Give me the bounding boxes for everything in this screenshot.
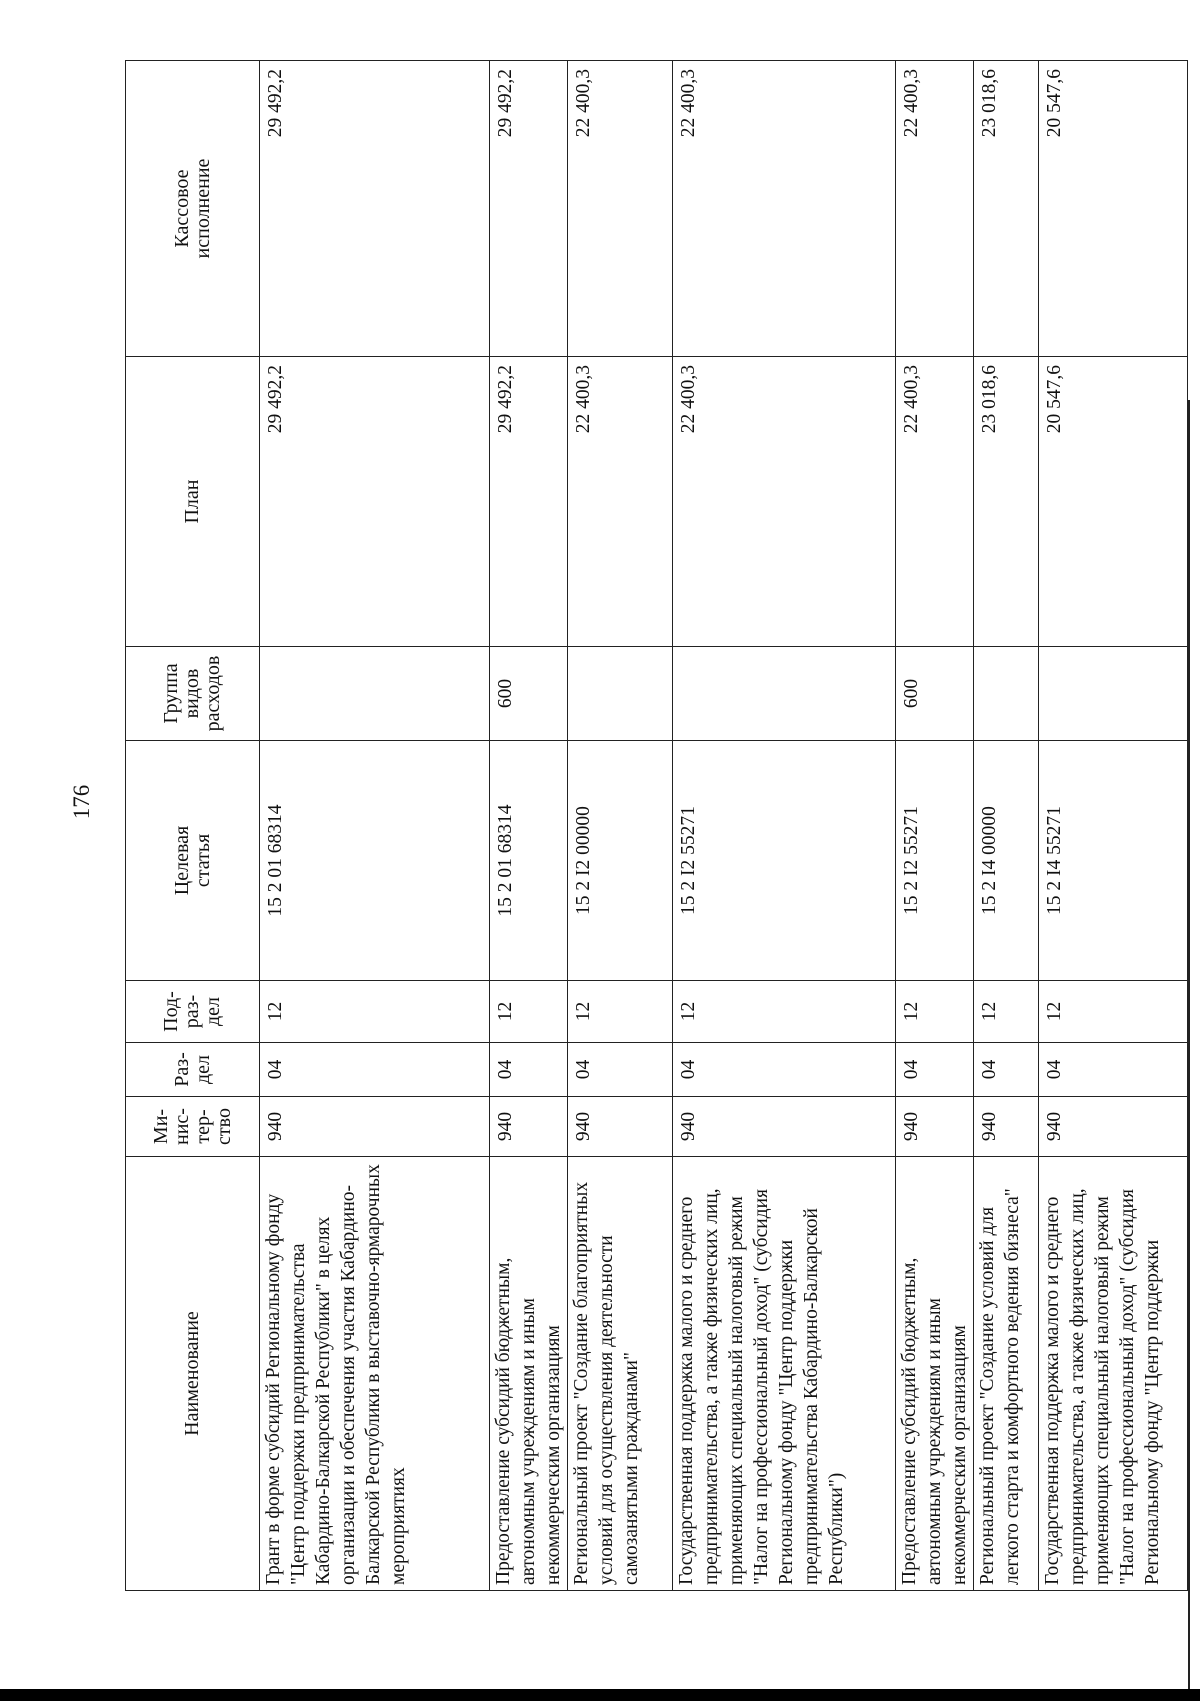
header-ministry: Ми- нис- тер- ство xyxy=(126,1097,260,1157)
row-ministry: 940 xyxy=(896,1097,974,1157)
row-plan: 22 400,3 xyxy=(568,357,673,647)
row-name: Региональный проект "Создание благоприятных условий для осуществления деятельности самозанятыми гражданами" xyxy=(568,1157,673,1591)
row-group xyxy=(260,647,490,741)
header-exec: Кассовое исполнение xyxy=(126,61,260,357)
row-subsection: 12 xyxy=(896,981,974,1043)
row-subsection: 12 xyxy=(673,981,896,1043)
row-section: 04 xyxy=(490,1043,568,1097)
row-name: Региональный проект "Создание условий для легкого старта и комфортного ведения бизнеса" xyxy=(974,1157,1039,1591)
row-subsection: 12 xyxy=(568,981,673,1043)
row-group: 600 xyxy=(490,647,568,741)
row-section: 04 xyxy=(1039,1043,1188,1097)
scan-bottom-edge xyxy=(0,1689,1200,1701)
scan-edge-line xyxy=(1188,400,1190,1701)
row-section: 04 xyxy=(260,1043,490,1097)
row-name: Государственная поддержка малого и среднего предпринимательства, а также физических лиц, применяющих специальный налоговый режим "Налог на профессиональный доход" (субсидия Региональному фонду "Центр поддержки xyxy=(1039,1157,1188,1591)
row-section: 04 xyxy=(568,1043,673,1097)
row-target: 15 2 I4 00000 xyxy=(974,741,1039,981)
row-exec: 22 400,3 xyxy=(673,61,896,357)
row-name: Предоставление субсидий бюджетным, автономным учреждениям и иным некоммерческим организациям xyxy=(490,1157,568,1591)
row-subsection: 12 xyxy=(260,981,490,1043)
table-row xyxy=(974,61,1039,1591)
table-row xyxy=(1039,61,1188,1591)
row-exec: 22 400,3 xyxy=(568,61,673,357)
row-section: 04 xyxy=(896,1043,974,1097)
row-section: 04 xyxy=(974,1043,1039,1097)
row-target: 15 2 01 68314 xyxy=(260,741,490,981)
row-exec: 29 492,2 xyxy=(490,61,568,357)
row-group xyxy=(568,647,673,741)
row-target: 15 2 I4 55271 xyxy=(1039,741,1188,981)
table-row xyxy=(896,61,974,1591)
row-ministry: 940 xyxy=(490,1097,568,1157)
row-plan: 22 400,3 xyxy=(673,357,896,647)
row-subsection: 12 xyxy=(974,981,1039,1043)
row-target: 15 2 I2 55271 xyxy=(896,741,974,981)
row-exec: 29 492,2 xyxy=(260,61,490,357)
row-name: Государственная поддержка малого и среднего предпринимательства, а также физических лиц, применяющих специальный налоговый режим "Налог на профессиональный доход" (субсидия Региональному фонду "Центр поддержки предпринимательства Кабардино-Балкарской Республики") xyxy=(673,1157,896,1591)
header-group: Группа видов расходов xyxy=(126,647,260,741)
header-subsection: Под- раз- дел xyxy=(126,981,260,1043)
row-ministry: 940 xyxy=(568,1097,673,1157)
row-subsection: 12 xyxy=(1039,981,1188,1043)
header-plan: План xyxy=(126,357,260,647)
budget-table-container xyxy=(125,61,1163,1591)
budget-table xyxy=(125,60,1188,1591)
row-plan: 29 492,2 xyxy=(260,357,490,647)
row-plan: 29 492,2 xyxy=(490,357,568,647)
row-exec: 22 400,3 xyxy=(896,61,974,357)
row-name: Предоставление субсидий бюджетным, автономным учреждениям и иным некоммерческим организациям xyxy=(896,1157,974,1591)
row-exec: 23 018,6 xyxy=(974,61,1039,357)
row-target: 15 2 I2 55271 xyxy=(673,741,896,981)
row-target: 15 2 01 68314 xyxy=(490,741,568,981)
row-exec: 20 547,6 xyxy=(1039,61,1188,357)
page-number: 176 xyxy=(69,784,94,820)
row-ministry: 940 xyxy=(260,1097,490,1157)
row-section: 04 xyxy=(673,1043,896,1097)
row-group xyxy=(673,647,896,741)
row-group xyxy=(1039,647,1188,741)
row-subsection: 12 xyxy=(490,981,568,1043)
row-plan: 23 018,6 xyxy=(974,357,1039,647)
table-header xyxy=(126,61,260,1591)
header-name: Наименование xyxy=(126,1157,260,1591)
table-row xyxy=(673,61,896,1591)
row-plan: 22 400,3 xyxy=(896,357,974,647)
table-row xyxy=(490,61,568,1591)
header-section: Раз- дел xyxy=(126,1043,260,1097)
row-group: 600 xyxy=(896,647,974,741)
row-plan: 20 547,6 xyxy=(1039,357,1188,647)
row-name: Грант в форме субсидий Региональному фонду "Центр поддержки предпринимательства Кабардино-Балкарской Республики" в целях организации и обеспечения участия Кабардино-Балкарской Республики в выставочно-ярмарочных мероприятиях xyxy=(260,1157,490,1591)
table-row xyxy=(260,61,490,1591)
row-target: 15 2 I2 00000 xyxy=(568,741,673,981)
header-target: Целевая статья xyxy=(126,741,260,981)
row-ministry: 940 xyxy=(673,1097,896,1157)
table-row xyxy=(568,61,673,1591)
row-ministry: 940 xyxy=(974,1097,1039,1157)
row-ministry: 940 xyxy=(1039,1097,1188,1157)
row-group xyxy=(974,647,1039,741)
